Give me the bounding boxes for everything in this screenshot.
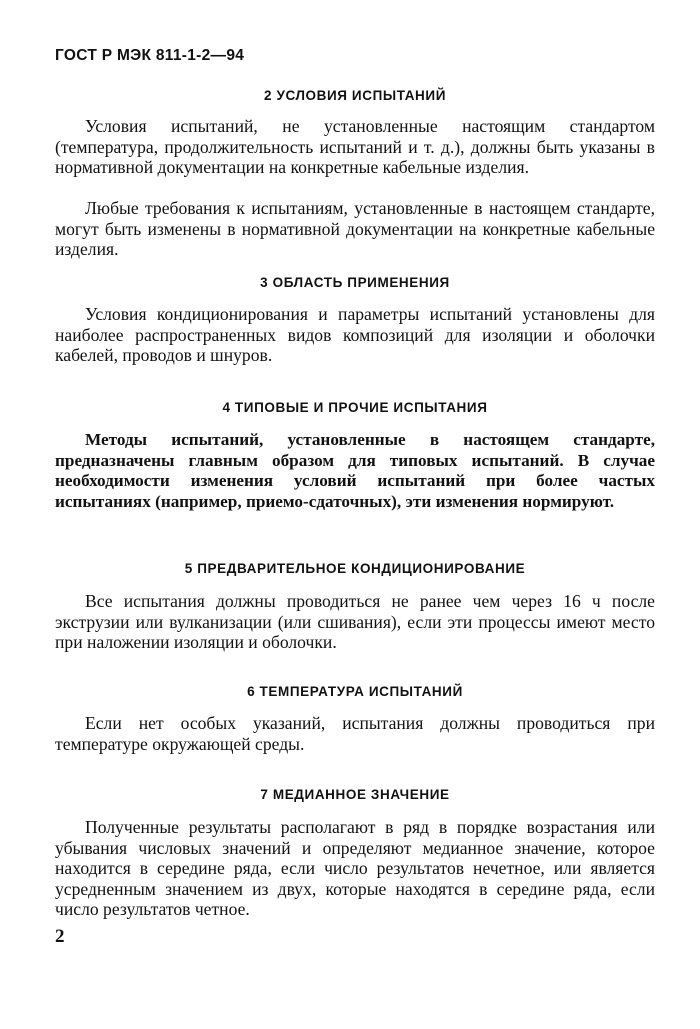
section-title: 4 ТИПОВЫЕ И ПРОЧИЕ ИСПЫТАНИЯ — [222, 400, 488, 415]
paragraph: Все испытания должны проводиться не ранее чем через 16 ч после экструзии или вулканизации (или сшивания), если эти процессы имеют место при наложении изоляции и оболочки. — [55, 591, 655, 652]
paragraph: Условия испытаний, не установленные настоящим стандартом (температура, продолжительность испытаний и т. д.), должны быть указаны в нормативной документации на конкретные кабельные изделия. — [55, 116, 655, 177]
paragraph: Полученные результаты располагают в ряд в порядке возрастания или убывания числовых значений и определяют медианное значение, которое находится в середине ряда, если число результатов нечетное, или является усредненным значением из двух, которые находятся в середине ряда, если число результатов четное. — [55, 817, 655, 919]
section-title: 6 ТЕМПЕРАТУРА ИСПЫТАНИЙ — [247, 684, 463, 699]
paragraph: Если нет особых указаний, испытания должны проводиться при температуре окружающей среды. — [55, 713, 655, 754]
document-header: ГОСТ Р МЭК 811-1-2—94 — [55, 47, 245, 64]
section-title: 2 УСЛОВИЯ ИСПЫТАНИЙ — [263, 88, 447, 103]
section-title: 5 ПРЕДВАРИТЕЛЬНОЕ КОНДИЦИОНИРОВАНИЕ — [184, 561, 526, 576]
paragraph: Любые требования к испытаниям, установленные в настоящем стандарте, могут быть изменены в нормативной документации на конкретные кабельные изделия. — [55, 198, 655, 259]
section-title: 3 ОБЛАСТЬ ПРИМЕНЕНИЯ — [260, 275, 450, 290]
page-number: 2 — [55, 926, 65, 947]
paragraph: Методы испытаний, установленные в настоящем стандарте, предназначены главным образом для типовых испытаний. В случае необходимости изменения условий испытаний при более частых испытаниях (например, приемо-сдаточных), эти изменения нормируют. — [55, 430, 655, 511]
paragraph: Условия кондиционирования и параметры испытаний установлены для наиболее распространенных видов композиций для изоляции и оболочки кабелей, проводов и шнуров. — [55, 304, 655, 365]
section-title: 7 МЕДИАННОЕ ЗНАЧЕНИЕ — [260, 787, 450, 802]
